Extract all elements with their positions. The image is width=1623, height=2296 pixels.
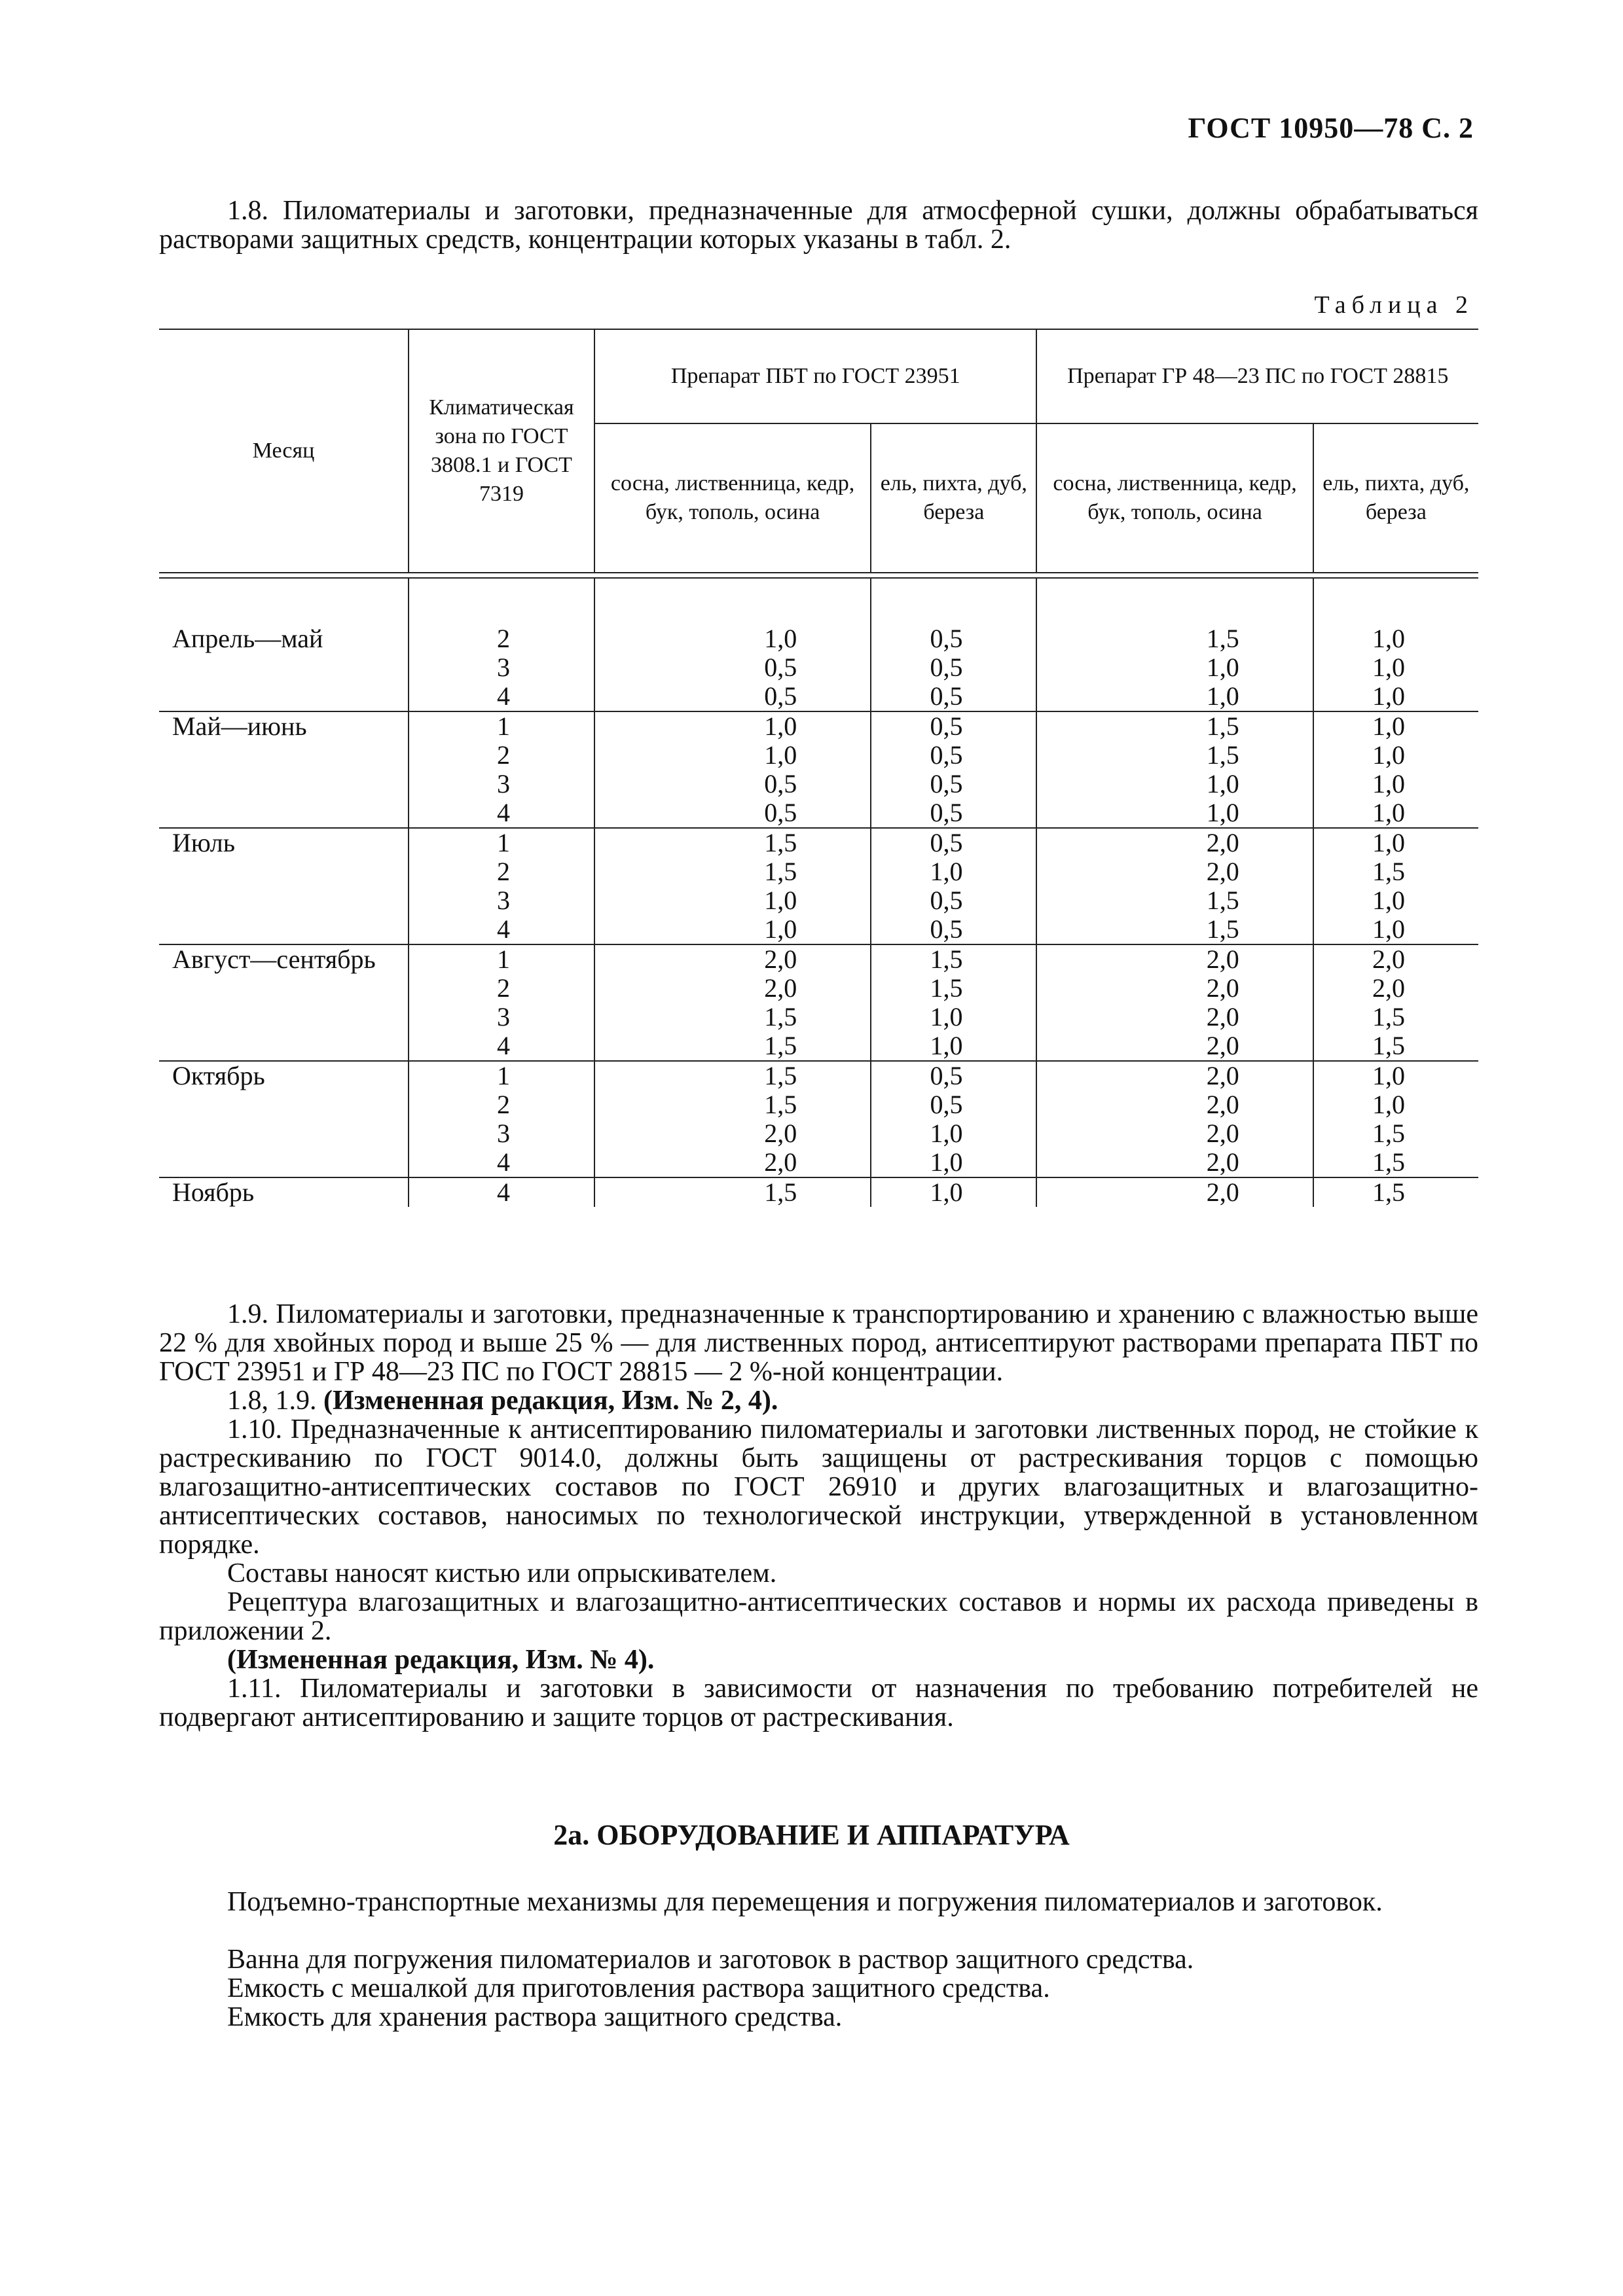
- concentration-value: 1,0: [930, 1177, 963, 1207]
- value-cell-gr-spruce: [1313, 624, 1478, 711]
- value-cell-pbt-spruce: [871, 1177, 1036, 1207]
- concentration-value: 0,5: [764, 798, 797, 827]
- amendment-prefix: 1.8, 1.9.: [227, 1386, 317, 1416]
- concentration-value: 1,5: [764, 1002, 797, 1031]
- concentration-value: 1,0: [1372, 681, 1405, 711]
- concentration-value: 1,5: [930, 973, 963, 1003]
- zone-value: 4: [497, 1031, 510, 1060]
- paragraph-1-8: 1.8. Пиломатериалы и заготовки, предназначенные для атмосферной сушки, должны обрабатываться растворами защитных средств, концентрации которых указаны в табл. 2.: [159, 196, 1478, 255]
- concentration-value: 0,5: [930, 1061, 963, 1090]
- value-cell-pbt-spruce: [871, 1061, 1036, 1177]
- zone-value: 1: [497, 1061, 510, 1090]
- value-cell-pbt-pine: [594, 1177, 871, 1207]
- concentration-value: 1,0: [1372, 769, 1405, 798]
- zone-value: 4: [497, 681, 510, 711]
- concentration-value: 2,0: [764, 944, 797, 974]
- zone-value: 4: [497, 1147, 510, 1177]
- concentration-value: 1,0: [1372, 886, 1405, 915]
- amendment-bold-2: (Измененная редакция, Изм. № 4).: [227, 1645, 655, 1675]
- concentration-value: 0,5: [930, 653, 963, 682]
- table-row-group: [159, 944, 1478, 1061]
- zone-value: 2: [497, 1090, 510, 1119]
- concentration-table: [159, 329, 1478, 1207]
- table-row-group: [159, 828, 1478, 944]
- zone-value: 4: [497, 914, 510, 944]
- concentration-value: 1,5: [764, 1090, 797, 1119]
- sub-header-spruce-gr: ель, пихта, дуб, береза: [1313, 423, 1478, 573]
- concentration-value: 2,0: [1206, 944, 1239, 974]
- concentration-value: 0,5: [930, 711, 963, 741]
- concentration-value: 1,5: [764, 1031, 797, 1060]
- concentration-value: 2,0: [1206, 857, 1239, 886]
- concentration-value: 1,0: [764, 886, 797, 915]
- concentration-value: 1,5: [1372, 1119, 1405, 1148]
- value-cell-pbt-spruce: [871, 828, 1036, 944]
- month-label: Октябрь: [172, 1061, 265, 1090]
- value-cell-gr-spruce: [1313, 1061, 1478, 1177]
- concentration-value: 0,5: [930, 798, 963, 827]
- table-row: [159, 1177, 1478, 1207]
- zone-value: 3: [497, 1119, 510, 1148]
- table-row-group: [159, 624, 1478, 711]
- concentration-value: 2,0: [1206, 828, 1239, 857]
- zone-cell: [409, 624, 594, 711]
- concentration-value: 0,5: [764, 681, 797, 711]
- concentration-value: 0,5: [930, 769, 963, 798]
- concentration-value: 1,5: [764, 1177, 797, 1207]
- concentration-value: 1,5: [930, 944, 963, 974]
- concentration-value: 2,0: [1206, 1090, 1239, 1119]
- zone-cell: [409, 711, 594, 828]
- value-cell-pbt-pine: [594, 711, 871, 828]
- concentration-value: 2,0: [1372, 973, 1405, 1003]
- concentration-value: 0,5: [930, 681, 963, 711]
- value-cell-gr-spruce: [1313, 828, 1478, 944]
- concentration-value: 1,5: [1206, 914, 1239, 944]
- concentration-value: 1,0: [1206, 769, 1239, 798]
- zone-value: 1: [497, 944, 510, 974]
- concentration-value: 1,5: [1206, 886, 1239, 915]
- value-cell-gr-pine: [1036, 944, 1313, 1061]
- month-cell: [159, 711, 409, 828]
- value-cell-gr-pine: [1036, 711, 1313, 828]
- concentration-value: 1,0: [930, 857, 963, 886]
- month-cell: [159, 1061, 409, 1177]
- concentration-value: 2,0: [1206, 1147, 1239, 1177]
- concentration-value: 1,5: [1372, 1177, 1405, 1207]
- zone-value: 4: [497, 1177, 510, 1207]
- value-cell-gr-pine: [1036, 624, 1313, 711]
- sub-header-pine-pbt: сосна, лиственница, кедр, бук, тополь, осина: [594, 423, 871, 573]
- concentration-value: 2,0: [1206, 1002, 1239, 1031]
- value-cell-pbt-pine: [594, 828, 871, 944]
- value-cell-gr-spruce: [1313, 711, 1478, 828]
- zone-value: 4: [497, 798, 510, 827]
- month-cell: [159, 944, 409, 1061]
- table-row-group: [159, 711, 1478, 828]
- zone-value: 2: [497, 973, 510, 1003]
- value-cell-gr-spruce: [1313, 944, 1478, 1061]
- zone-value: 1: [497, 828, 510, 857]
- concentration-value: 1,0: [1372, 740, 1405, 770]
- concentration-value: 1,0: [930, 1031, 963, 1060]
- group-gr-header: Препарат ГР 48—23 ПС по ГОСТ 28815: [1036, 329, 1478, 423]
- table-row: [159, 624, 1478, 711]
- equipment-item-1: Подъемно-транспортные механизмы для перемещения и погружения пиломатериалов и заготовок.: [227, 1887, 1383, 1917]
- value-cell-gr-spruce: [1313, 1177, 1478, 1207]
- table-row: [159, 1061, 1478, 1177]
- concentration-value: 1,0: [930, 1147, 963, 1177]
- table-2: [159, 329, 1478, 1207]
- zone-value: 3: [497, 886, 510, 915]
- paragraph-1-9: 1.9. Пиломатериалы и заготовки, предназначенные к транспортированию и хранению с влажностью выше 22 % для хвойных пород и выше 25 % — для лиственных пород, антисептируют растворами препарата ПБТ по ГОСТ 23951 и ГР 48—23 ПС по ГОСТ 28815 — 2 %-ной концентрации.: [159, 1299, 1478, 1387]
- zone-value: 1: [497, 711, 510, 741]
- paragraph-recipe: Рецептура влагозащитных и влагозащитно-антисептических составов и нормы их расхода приведены в приложении 2.: [159, 1587, 1478, 1646]
- concentration-value: 1,0: [764, 740, 797, 770]
- month-label: Август—сентябрь: [172, 944, 376, 974]
- zone-value: 2: [497, 857, 510, 886]
- sub-header-pine-gr: сосна, лиственница, кедр, бук, тополь, осина: [1036, 423, 1313, 573]
- month-cell: [159, 828, 409, 944]
- zone-value: 3: [497, 769, 510, 798]
- paragraph-1-11: 1.11. Пиломатериалы и заготовки в зависимости от назначения по требованию потребителей не подвергают антисептированию и защите торцов от растрескивания.: [159, 1674, 1478, 1732]
- concentration-value: 0,5: [764, 653, 797, 682]
- zone-cell: [409, 944, 594, 1061]
- concentration-value: 1,5: [1206, 740, 1239, 770]
- concentration-value: 1,0: [1372, 1061, 1405, 1090]
- concentration-value: 2,0: [1206, 1177, 1239, 1207]
- concentration-value: 1,5: [1372, 857, 1405, 886]
- concentration-value: 0,5: [930, 886, 963, 915]
- concentration-value: 2,0: [1206, 1119, 1239, 1148]
- concentration-value: 0,5: [930, 1090, 963, 1119]
- zone-value: 2: [497, 740, 510, 770]
- zone-cell: [409, 1061, 594, 1177]
- equipment-item-4: Емкость для хранения раствора защитного средства.: [227, 2002, 843, 2032]
- month-cell: [159, 1177, 409, 1207]
- month-label: Май—июнь: [172, 711, 307, 741]
- value-cell-pbt-pine: [594, 944, 871, 1061]
- sub-header-spruce-pbt: ель, пихта, дуб, береза: [871, 423, 1036, 573]
- value-cell-pbt-pine: [594, 1061, 871, 1177]
- concentration-value: 1,0: [764, 624, 797, 653]
- concentration-value: 1,0: [930, 1002, 963, 1031]
- month-label: Ноябрь: [172, 1177, 255, 1207]
- concentration-value: 2,0: [764, 1119, 797, 1148]
- concentration-value: 1,5: [1372, 1031, 1405, 1060]
- amendment-note-2: [159, 1645, 1478, 1674]
- concentration-value: 2,0: [1206, 973, 1239, 1003]
- table-caption: Таблица 2: [1314, 291, 1474, 319]
- concentration-value: 2,0: [1206, 1061, 1239, 1090]
- value-cell-pbt-pine: [594, 624, 871, 711]
- equipment-item-2: Ванна для погружения пиломатериалов и заготовок в раствор защитного средства.: [227, 1945, 1194, 1975]
- concentration-value: 1,5: [1206, 624, 1239, 653]
- concentration-value: 1,0: [930, 1119, 963, 1148]
- value-cell-gr-pine: [1036, 1177, 1313, 1207]
- group-pbt-header: Препарат ПБТ по ГОСТ 23951: [594, 329, 1036, 423]
- concentration-value: 1,0: [1372, 1090, 1405, 1119]
- concentration-value: 0,5: [930, 914, 963, 944]
- value-cell-gr-pine: [1036, 1061, 1313, 1177]
- concentration-value: 1,0: [1372, 798, 1405, 827]
- concentration-value: 0,5: [930, 624, 963, 653]
- col-month-header: Месяц: [159, 329, 409, 573]
- month-cell: [159, 624, 409, 711]
- concentration-value: 1,0: [764, 914, 797, 944]
- table-row-group: [159, 1061, 1478, 1177]
- concentration-value: 1,0: [764, 711, 797, 741]
- concentration-value: 1,0: [1372, 624, 1405, 653]
- concentration-value: 2,0: [764, 1147, 797, 1177]
- zone-cell: [409, 1177, 594, 1207]
- zone-value: 3: [497, 653, 510, 682]
- month-label: Апрель—май: [172, 624, 323, 653]
- concentration-value: 1,0: [1372, 828, 1405, 857]
- amendment-note-1: [159, 1386, 1478, 1415]
- concentration-value: 1,0: [1206, 798, 1239, 827]
- concentration-value: 0,5: [930, 828, 963, 857]
- month-label: Июль: [172, 828, 235, 857]
- paragraph-1-10: 1.10. Предназначенные к антисептированию пиломатериалы и заготовки лиственных пород, не стойкие к растрескиванию по ГОСТ 9014.0, должны быть защищены от растрескивания торцов с помощью влагозащитно-антисептических составов по ГОСТ 26910 и других влагозащитных и влагозащитно-антисептических составов, наносимых по технологической инструкции, утвержденной в установленном порядке.: [159, 1414, 1478, 1560]
- amendment-bold: (Измененная редакция, Изм. № 2, 4).: [323, 1386, 778, 1416]
- concentration-value: 1,5: [764, 828, 797, 857]
- concentration-value: 1,5: [1372, 1002, 1405, 1031]
- concentration-value: 0,5: [764, 769, 797, 798]
- value-cell-pbt-spruce: [871, 944, 1036, 1061]
- concentration-value: 1,0: [1372, 711, 1405, 741]
- value-cell-pbt-spruce: [871, 711, 1036, 828]
- zone-cell: [409, 828, 594, 944]
- section-title: 2а. ОБОРУДОВАНИЕ И АППАРАТУРА: [553, 1819, 1070, 1851]
- equipment-item-3: Емкость с мешалкой для приготовления раствора защитного средства.: [227, 1973, 1050, 2003]
- paragraph-brush: Составы наносят кистью или опрыскивателем.: [227, 1558, 777, 1588]
- zone-value: 2: [497, 624, 510, 653]
- value-cell-gr-pine: [1036, 828, 1313, 944]
- table-row: [159, 828, 1478, 944]
- concentration-value: 0,5: [930, 740, 963, 770]
- concentration-value: 2,0: [1206, 1031, 1239, 1060]
- concentration-value: 1,0: [1372, 914, 1405, 944]
- value-cell-pbt-spruce: [871, 624, 1036, 711]
- concentration-value: 1,5: [764, 1061, 797, 1090]
- page-header: ГОСТ 10950—78 С. 2: [1188, 112, 1474, 144]
- table-row: [159, 711, 1478, 828]
- concentration-value: 1,5: [1206, 711, 1239, 741]
- concentration-value: 2,0: [1372, 944, 1405, 974]
- zone-value: 3: [497, 1002, 510, 1031]
- concentration-value: 1,5: [1372, 1147, 1405, 1177]
- concentration-value: 2,0: [764, 973, 797, 1003]
- concentration-value: 1,0: [1206, 653, 1239, 682]
- concentration-value: 1,0: [1206, 681, 1239, 711]
- col-zone-header: Климатическая зона по ГОСТ 3808.1 и ГОСТ 7319: [409, 329, 594, 573]
- table-row: [159, 944, 1478, 1061]
- concentration-value: 1,0: [1372, 653, 1405, 682]
- table-row-group: [159, 1177, 1478, 1207]
- concentration-value: 1,5: [764, 857, 797, 886]
